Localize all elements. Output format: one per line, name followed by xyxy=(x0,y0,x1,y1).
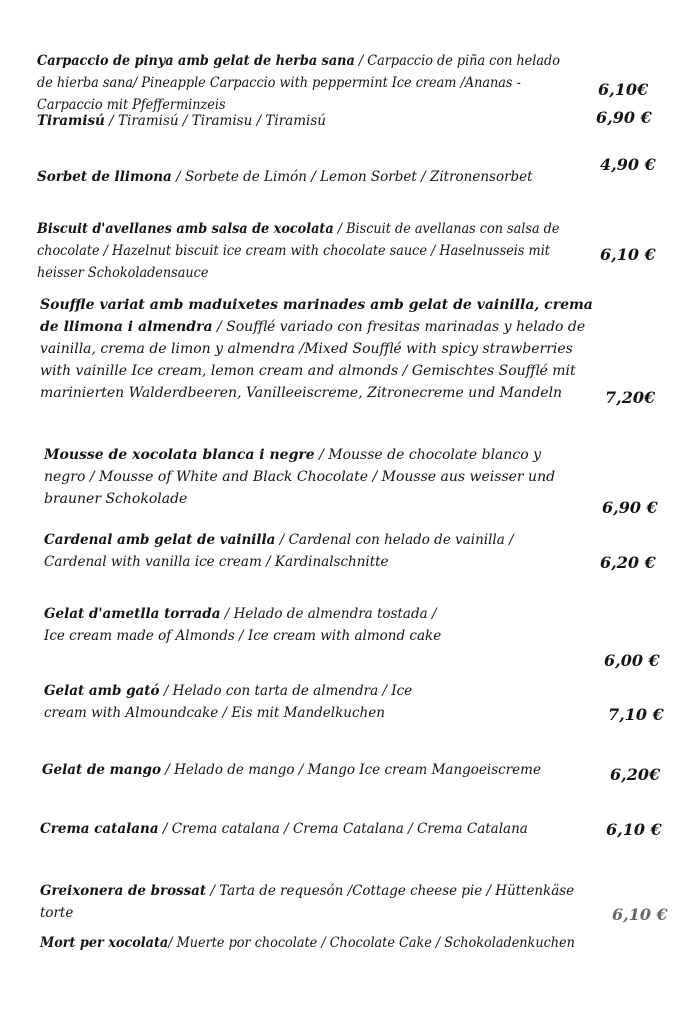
item-translations: Crema catalana / Crema Catalana / Crema Catalana xyxy=(171,821,528,837)
item-separator: / xyxy=(333,221,347,237)
item-name: Souffle variat amb maduixetes marinades amb gelat de vainilla, crema de llimona i almendra xyxy=(40,297,593,335)
item-description xyxy=(44,444,584,510)
item-translations: Soufflé variado con fresitas marinadas y helado de vainilla, crema de limon y almendra /Mixed Soufflé with spicy strawberries with vainille Ice cream, lemon cream and almonds / Gemischtes Soufflé mit marinierten Walderdbeeren, Vanilleeiscreme, Zitronecreme und Mandeln xyxy=(40,319,586,401)
item-price: 6,90 € xyxy=(602,498,658,517)
item-price: 6,10 € xyxy=(612,905,668,924)
item-name: Greixonera de brossat xyxy=(40,883,207,899)
item-price: 4,90 € xyxy=(600,155,656,174)
item-translations: Biscuit de avellanas con salsa de chocolate / Hazelnut biscuit ice cream with chocolate sauce / Haselnusseis mit heisser Schokoladensauce xyxy=(37,221,560,281)
item-separator: / xyxy=(275,532,289,548)
item-description xyxy=(37,110,582,132)
item-name: Mort per xocolata xyxy=(40,935,169,951)
item-price: 7,20€ xyxy=(605,388,656,407)
item-name: Gelat amb gató xyxy=(44,683,160,699)
item-translations: Helado con tarta de almendra / Ice cream with Almoundcake / Eis mit Mandelkuchen xyxy=(44,683,413,721)
item-name: Mousse de xocolata blanca i negre xyxy=(44,447,315,463)
item-name: Cardenal amb gelat de vainilla xyxy=(44,532,276,548)
item-price: 6,90 € xyxy=(596,108,652,127)
item-name: Gelat de mango xyxy=(42,762,161,778)
item-translations: Cardenal con helado de vainilla / Cardenal with vanilla ice cream / Kardinalschnitte xyxy=(44,532,514,570)
item-name: Gelat d'ametlla torrada xyxy=(44,606,221,622)
item-separator: / xyxy=(104,113,119,129)
item-description xyxy=(37,218,579,284)
item-separator: / xyxy=(314,447,329,463)
item-name: Carpaccio de pinya amb gelat de herba sana xyxy=(37,53,355,69)
item-description xyxy=(40,818,585,840)
item-price: 6,10 € xyxy=(600,245,656,264)
item-name: Tiramisú xyxy=(37,113,105,129)
item-translations: Tiramisú / Tiramisu / Tiramisú xyxy=(118,113,326,129)
item-translations: Carpaccio de piña con helado de hierba sana/ Pineapple Carpaccio with peppermint Ice cream /Ananas - Carpaccio mit Pfefferminzeis xyxy=(37,53,560,113)
item-description xyxy=(37,50,569,116)
item-price: 6,20€ xyxy=(610,765,661,784)
item-separator: / xyxy=(171,169,185,185)
item-description xyxy=(44,529,524,573)
item-price: 6,10€ xyxy=(598,80,649,99)
item-separator: / xyxy=(354,53,368,69)
item-separator: / xyxy=(160,762,175,778)
item-name: Crema catalana xyxy=(40,821,159,837)
item-separator: / xyxy=(220,606,234,622)
item-price: 6,10 € xyxy=(606,820,662,839)
item-description xyxy=(44,603,444,647)
item-separator: / xyxy=(159,683,173,699)
item-translations: Helado de mango / Mango Ice cream Mangoeiscreme xyxy=(174,762,541,778)
item-description xyxy=(42,759,587,781)
item-description xyxy=(40,294,605,404)
item-price: 6,20 € xyxy=(600,553,656,572)
item-name: Sorbet de llimona xyxy=(37,169,172,185)
item-separator: / xyxy=(212,319,227,335)
item-separator: / xyxy=(206,883,220,899)
item-description xyxy=(40,932,620,954)
item-separator: / xyxy=(158,821,172,837)
item-translations: Tarta de requesón /Cottage cheese pie / Hüttenkäse torte xyxy=(40,883,575,921)
item-translations: Muerte por chocolate / Chocolate Cake / Schokoladenkuchen xyxy=(176,935,575,951)
item-description xyxy=(44,680,444,724)
item-name: Biscuit d'avellanes amb salsa de xocolata xyxy=(37,221,334,237)
item-description xyxy=(37,166,582,188)
item-separator: / xyxy=(168,935,177,951)
item-description xyxy=(40,880,592,924)
item-translations: Sorbete de Limón / Lemon Sorbet / Zitronensorbet xyxy=(184,169,533,185)
item-price: 7,10 € xyxy=(608,705,664,724)
item-translations: Helado de almendra tostada / Ice cream made of Almonds / Ice cream with almond cake xyxy=(44,606,442,644)
item-price: 6,00 € xyxy=(604,651,660,670)
item-translations: Mousse de chocolate blanco y negro / Mousse of White and Black Chocolate / Mousse aus weisser und brauner Schokolade xyxy=(44,447,556,507)
